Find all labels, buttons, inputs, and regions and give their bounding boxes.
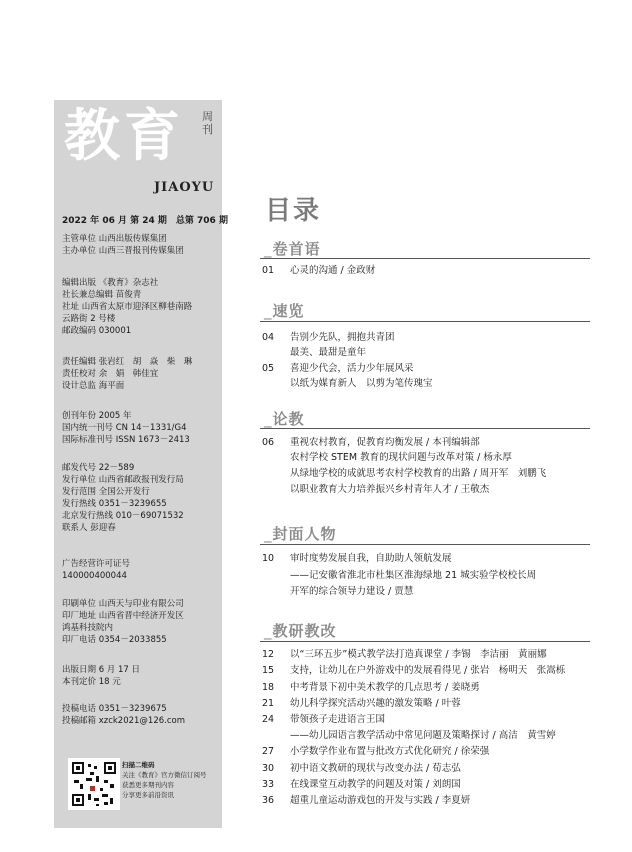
entry-subline: 农村学校 STEM 教育的现状问题与改革对策 / 杨永厚	[290, 452, 512, 463]
info-line: 社址 山西省太原市迎泽区柳巷南路	[62, 302, 193, 312]
info-line: 责任校对 余 娟 韩佳宜	[62, 369, 159, 379]
info-line: 国内统一刊号 CN 14－1331/G4	[62, 423, 187, 433]
weekly-label: 周刊	[202, 110, 213, 137]
info-line: 发行单位 山西省邮政报刊发行局	[62, 475, 184, 485]
info-line: 主办单位 山西三晋报刊传媒集团	[62, 246, 184, 256]
distribution-block	[62, 462, 184, 534]
entry-title: 幼儿科学探究活动兴趣的激发策略 / 叶蓉	[290, 698, 461, 709]
section-heading: _封面人物	[264, 525, 337, 543]
entry-title: 在线课堂互动教学的问题及对策 / 刘朗国	[290, 779, 461, 790]
toc-entry[interactable]	[262, 680, 480, 695]
toc-title: 目录	[265, 196, 322, 226]
qr-caption-line: 分享更多前沿资讯	[122, 791, 174, 799]
info-line: 国际标准刊号 ISSN 1673－2413	[62, 435, 190, 445]
entry-title: 带领孩子走进语言王国	[290, 714, 386, 725]
page-number: 06	[262, 437, 275, 448]
entry-title: 喜迎少代会，活力少年展风采	[290, 363, 414, 374]
page-number: 12	[262, 649, 275, 660]
magazine-logo: 教育	[64, 103, 184, 169]
entry-title: 初中语文教研的现状与改变办法 / 荀志弘	[290, 763, 461, 774]
editors-block	[62, 356, 192, 392]
entry-title: 小学数学作业布置与批改方式优化研究 / 徐荣强	[290, 746, 490, 757]
info-line: 创刊年份 2005 年	[62, 411, 132, 421]
info-line: 北京发行热线 010－69071532	[62, 511, 184, 521]
toc-entry[interactable]	[262, 696, 461, 711]
entry-subline: 开军的综合领导力建设 / 贾慧	[290, 586, 414, 597]
publisher-block	[62, 233, 184, 257]
toc-entry[interactable]	[262, 361, 414, 376]
advertising-block	[62, 558, 130, 582]
toc-entry[interactable]	[262, 761, 461, 776]
info-line: 投稿邮箱 xzck2021@126.com	[62, 716, 186, 726]
section-heading: _论教	[264, 410, 305, 428]
info-line: 本刊定价 18 元	[62, 677, 121, 687]
toc-entry[interactable]	[262, 551, 452, 566]
section-heading: _教研教改	[264, 622, 337, 640]
info-line: 发行范围 全国公开发行	[62, 487, 150, 497]
section-rule	[260, 641, 590, 642]
entry-subline: 从绿地学校的成就思考农村学校教育的出路 / 周开军 刘鹏飞	[290, 468, 547, 479]
toc-entry[interactable]	[262, 263, 376, 278]
entry-subline: 最美、最甜是童年	[290, 347, 367, 358]
registration-block	[62, 410, 190, 446]
page-number: 36	[262, 795, 275, 806]
info-line: 出版日期 6 月 17 日	[62, 665, 141, 675]
page-number: 33	[262, 779, 275, 790]
page-number: 05	[262, 363, 275, 374]
qr-caption-line: 获悉更多期刊内容	[122, 781, 174, 789]
qr-code-icon	[68, 758, 120, 810]
printer-block	[62, 598, 184, 646]
info-line: 编辑出版 《教育》杂志社	[62, 278, 159, 288]
section-heading: _速览	[264, 302, 305, 320]
info-line: 云路街 2 号楼	[62, 314, 116, 324]
info-line: 主管单位 山西出版传媒集团	[62, 234, 167, 244]
entry-title: 告别少先队，拥抱共青团	[290, 332, 395, 343]
qr-caption	[122, 760, 207, 800]
info-line: 广告经营许可证号	[62, 559, 131, 569]
info-line: 设计总监 海平面	[62, 381, 125, 391]
entry-subline: ——幼儿园语言教学活动中常见问题及策略探讨 / 高洁 黄雪婷	[290, 730, 556, 741]
toc-entry[interactable]	[262, 744, 490, 759]
info-line: 邮政编码 030001	[62, 326, 132, 336]
page-number: 30	[262, 763, 275, 774]
page-number: 15	[262, 665, 275, 676]
toc-entry[interactable]	[262, 793, 471, 808]
page-number: 21	[262, 698, 275, 709]
section-rule	[260, 321, 590, 322]
toc-entry[interactable]	[262, 777, 461, 792]
page-number: 04	[262, 332, 275, 343]
entry-title: 心灵的沟通 / 金政财	[290, 265, 376, 276]
section-rule	[260, 258, 590, 259]
page-number: 10	[262, 553, 275, 564]
toc-entry[interactable]	[262, 647, 547, 662]
info-line: 印刷单位 山西天与印业有限公司	[62, 599, 184, 609]
entry-subline: 以职业教育大力培养振兴乡村青年人才 / 王敬杰	[290, 484, 490, 495]
pinyin-logo: JIAOYU	[154, 180, 215, 195]
toc-entry[interactable]	[262, 663, 566, 678]
info-line: 140000400044	[62, 571, 127, 581]
toc-entry[interactable]	[262, 712, 386, 727]
entry-title: 中考背景下初中美术教学的几点思考 / 姜晓勇	[290, 682, 480, 693]
editorial-block	[62, 277, 192, 337]
qr-caption-line: 关注《教育》官方微信订阅号	[122, 771, 207, 779]
entry-subline: ——记安徽省淮北市杜集区淮海绿地 21 城实验学校校长周	[290, 570, 537, 581]
info-line: 印厂电话 0354－2033855	[62, 635, 167, 645]
info-line: 社长兼总编辑 苗俊青	[62, 290, 142, 300]
info-line: 邮发代号 22－589	[62, 463, 135, 473]
section-rule	[260, 428, 590, 429]
qr-caption-line: 扫描二维码	[122, 761, 155, 769]
info-line: 投稿电话 0351－3239675	[62, 704, 167, 714]
entry-title: 重视农村教育，促教育均衡发展 / 本刊编辑部	[290, 437, 480, 448]
toc-entry[interactable]	[262, 330, 395, 345]
info-line: 发行热线 0351－3239655	[62, 499, 167, 509]
issue-line: 2022 年 06 月 第 24 期 总第 706 期	[62, 216, 228, 226]
page-number: 18	[262, 682, 275, 693]
info-line: 印厂地址 山西省晋中经济开发区	[62, 611, 184, 621]
submission-block	[62, 703, 185, 727]
publication-date-block	[62, 664, 140, 688]
entry-title: 以“三环五步”模式教学法打造真课堂 / 李锡 李洁丽 黄丽娜	[290, 649, 547, 660]
page-number: 24	[262, 714, 275, 725]
entry-title: 超重儿童运动游戏包的开发与实践 / 李夏妍	[290, 795, 471, 806]
entry-title: 审时度势发展自我，自助助人领航发展	[290, 553, 452, 564]
masthead-sidebar	[54, 100, 228, 828]
section-heading: _卷首语	[264, 240, 321, 258]
info-line: 责任编辑 张岩红 胡 焱 柴 琳	[62, 357, 193, 367]
entry-title: 支持，让幼儿在户外游戏中的发展看得见 / 张岩 杨明天 张嵩栎	[290, 665, 566, 676]
info-line: 鸿基科技院内	[62, 623, 114, 633]
info-line: 联系人 彭迎春	[62, 523, 116, 533]
page-number: 27	[262, 746, 275, 757]
page-number: 01	[262, 265, 275, 276]
toc-entry[interactable]	[262, 435, 480, 450]
entry-subline: 以纸为媒育新人 以剪为笔传瑰宝	[290, 378, 433, 389]
section-rule	[260, 544, 590, 545]
